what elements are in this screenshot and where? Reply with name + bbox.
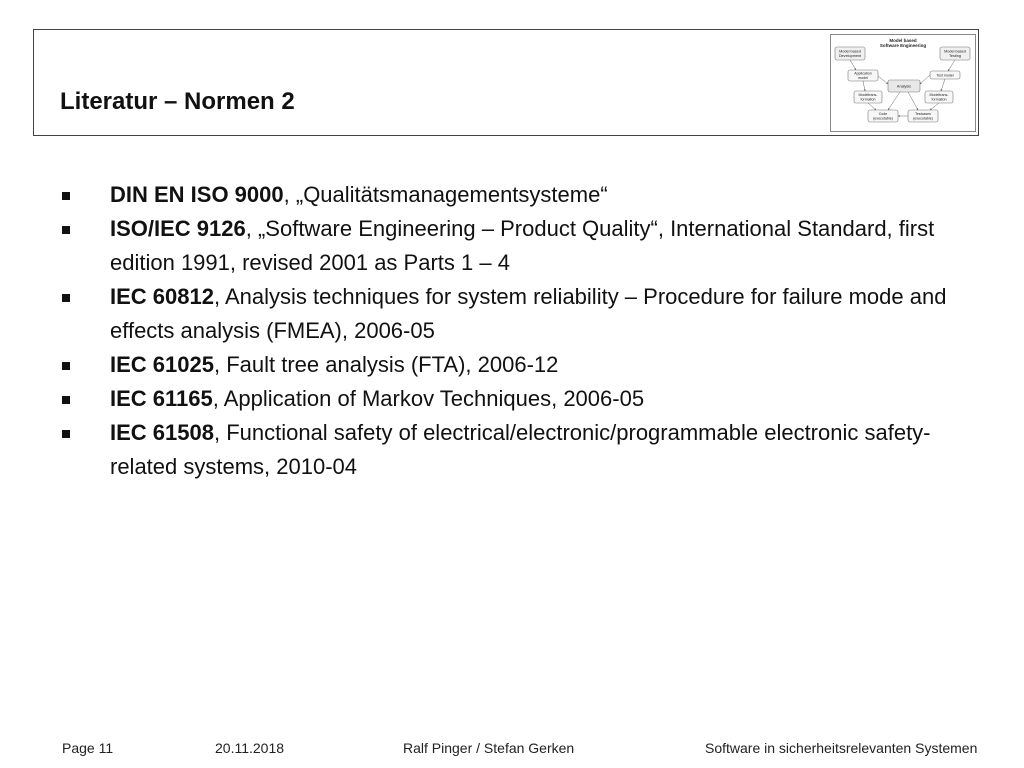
node-tc-line2: (executable)	[913, 116, 933, 121]
bullet-square-icon	[62, 226, 70, 234]
bullet-square-icon	[62, 396, 70, 404]
list-item	[62, 178, 982, 212]
standard-description: , Analysis techniques for system reliability – Procedure for failure mode and effects analysis (FMEA), 2006-05	[110, 284, 947, 343]
standard-description: , Fault tree analysis (FTA), 2006-12	[213, 352, 559, 377]
standard-id: ISO/IEC 9126	[110, 216, 246, 241]
list-item	[62, 348, 982, 382]
node-mt1-line1: Modeltrans-	[858, 93, 878, 97]
footer-authors: Ralf Pinger / Stefan Gerken	[403, 740, 575, 756]
node-code-line1: Code	[878, 112, 888, 116]
standard-id: DIN EN ISO 9000	[110, 182, 284, 207]
list-item	[62, 382, 982, 416]
standard-description: , Application of Markov Techniques, 2006-05	[212, 386, 645, 411]
node-mt2-line1: Modeltrans-	[929, 93, 949, 97]
node-mt1-line2: formation	[860, 97, 876, 102]
node-tc-line1: Testcases	[915, 112, 931, 116]
bullet-square-icon	[62, 294, 70, 302]
list-item	[62, 416, 982, 484]
standard-id: IEC 61508	[110, 420, 214, 445]
node-app-line2: model	[858, 76, 868, 80]
standard-id: IEC 60812	[110, 284, 214, 309]
footer-date: 20.11.2018	[215, 740, 285, 756]
footer-page-number: Page 11	[62, 740, 114, 756]
standard-id: IEC 61025	[110, 352, 214, 377]
list-item	[62, 280, 982, 348]
node-test-model: Test model	[936, 73, 954, 78]
node-mbd-line1: Model based	[839, 49, 861, 54]
bullet-square-icon	[62, 430, 70, 438]
diagram-title-line1: Model based	[889, 38, 917, 43]
footer-course-title: Software in sicherheitsrelevanten Systemen	[705, 740, 978, 756]
node-mbt-line1: Model based	[944, 49, 966, 54]
standard-id: IEC 61165	[110, 386, 213, 411]
node-analysis: Analysis	[896, 84, 912, 89]
list-item	[62, 212, 982, 280]
standard-description: , Functional safety of electrical/electronic/programmable electronic safety-related systems, 2010-04	[110, 420, 931, 479]
bullet-square-icon	[62, 362, 70, 370]
node-app-line1: Application	[854, 71, 872, 76]
page-title: Literatur – Normen 2	[60, 88, 295, 115]
standards-list	[62, 178, 982, 484]
node-code-line2: (executable)	[873, 116, 893, 121]
standard-description: , „Qualitätsmanagementsysteme“	[283, 182, 608, 207]
bullet-square-icon	[62, 192, 70, 200]
model-based-se-diagram	[830, 34, 976, 132]
node-mt2-line2: formation	[931, 97, 947, 102]
standard-description: , „Software Engineering – Product Quality“, International Standard, first edition 1991, revised 2001 as Parts 1 – 4	[110, 216, 935, 275]
node-mbd-line2: Development	[838, 54, 862, 58]
diagram-title-line2: Software Engineering	[879, 43, 927, 48]
node-mbt-line2: Testing	[948, 54, 962, 58]
